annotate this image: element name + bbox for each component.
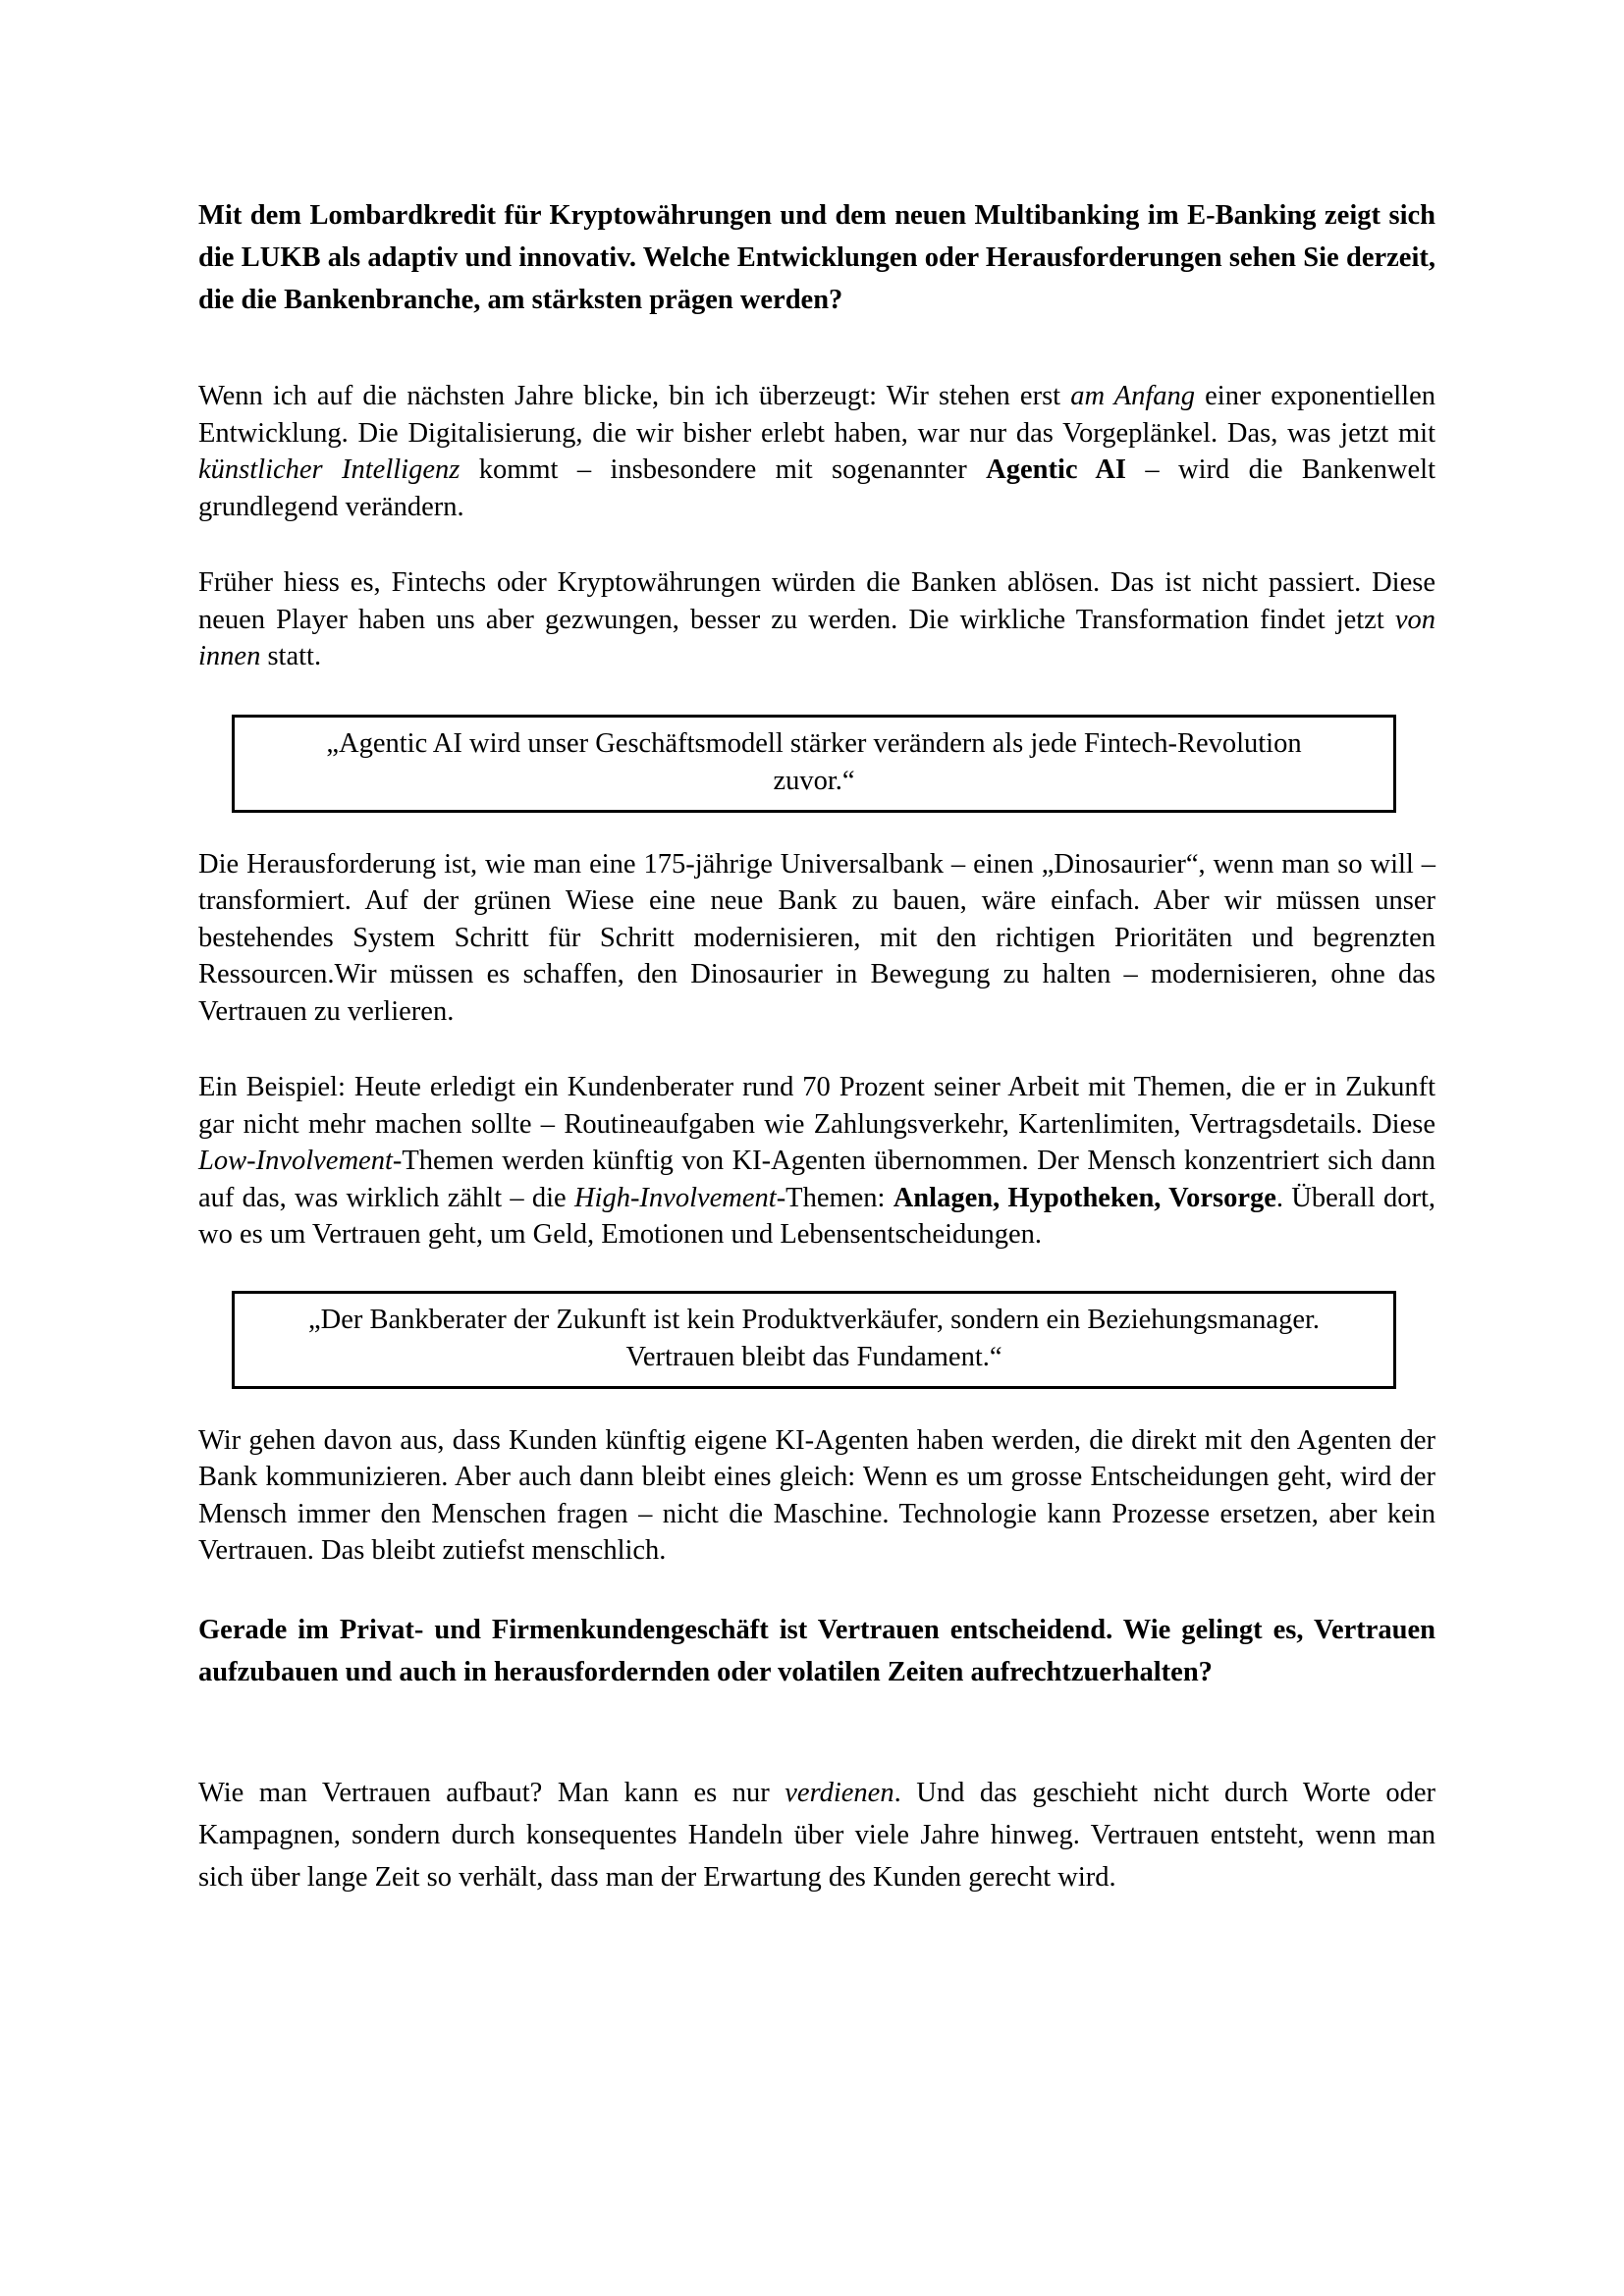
answer-1-paragraph-5: Wir gehen davon aus, dass Kunden künftig eigene KI-Agenten haben werden, die direkt mit den Agenten der Bank kommunizieren. Aber auch dann bleibt eines gleich: Wenn es um grosse Entscheidungen geht, wird der Mensch immer den Menschen fragen – nicht die Maschine. Technologie kann Prozesse ersetzen, aber kein Vertrauen. Das bleibt zutiefst menschlich.: [198, 1424, 1435, 1566]
text-run: . Überall dort, wo es um Vertrauen geht, um Geld, Emotionen und Lebensentscheidungen.: [198, 1182, 1435, 1250]
pull-quote-2: „Der Bankberater der Zukunft ist kein Produktverkäufer, sondern ein Beziehungsmanager. Vertrauen bleibt das Fundament.“: [232, 1291, 1396, 1389]
italic-run: Low-Involvement: [198, 1146, 393, 1176]
answer-1-paragraph-4: [198, 1069, 1435, 1254]
italic-run: künstlicher Intelligenz: [198, 454, 460, 485]
text-run: statt.: [260, 641, 322, 671]
italic-run: am Anfang: [1070, 381, 1195, 411]
answer-2-paragraph-1: [198, 1772, 1435, 1898]
text-run: Früher hiess es, Fintechs oder Kryptowährungen würden die Banken ablösen. Das ist nicht passiert. Diese neuen Player haben uns aber gezwungen, besser zu werden. Die wirkliche Transformation findet jetzt: [198, 567, 1435, 635]
answer-1-paragraph-2: [198, 564, 1435, 675]
text-run: kommt – insbesondere mit sogenannter: [460, 454, 987, 485]
text-run: -Themen werden künftig von KI-Agenten übernommen. Der Mensch konzentriert sich dann auf das, was wirklich zählt – die: [198, 1146, 1435, 1213]
answer-1-paragraph-3: Die Herausforderung ist, wie man eine 175-jährige Universalbank – einen „Dinosaurier“, wenn man so will – transformiert. Auf der grünen Wiese eine neue Bank zu bauen, wäre einfach. Aber wir müssen unser bestehendes System Schritt für Schritt modernisieren, mit den richtigen Prioritäten und begrenzten Ressourcen.Wir müssen es schaffen, den Dinosaurier in Bewegung zu halten – modernisieren, ohne das Vertrauen zu verlieren.: [198, 848, 1435, 1027]
italic-run: von innen: [198, 604, 1435, 671]
italic-run: High-Involvement: [573, 1182, 777, 1213]
pull-quote-1: „Agentic AI wird unser Geschäftsmodell stärker verändern als jede Fintech-Revolution zuvor.“: [232, 715, 1396, 813]
text-run: Wie man Vertrauen aufbaut? Man kann es nur: [198, 1777, 785, 1808]
bold-run: Anlagen, Hypotheken, Vorsorge: [893, 1182, 1276, 1213]
italic-run: verdienen: [785, 1777, 894, 1808]
text-run: einer exponentiellen Entwicklung. Die Digitalisierung, die wir bisher erlebt haben, war nur das Vorgeplänkel. Das, was jetzt mit: [198, 381, 1435, 449]
bold-run: Agentic AI: [986, 454, 1127, 485]
text-run: Ein Beispiel: Heute erledigt ein Kundenberater rund 70 Prozent seiner Arbeit mit Themen, die er in Zukunft gar nicht mehr machen sollte – Routineaufgaben wie Zahlungsverkehr, Kartenlimiten, Vertragsdetails. Diese: [198, 1072, 1435, 1140]
answer-1-paragraph-1: [198, 378, 1435, 525]
document-page: [198, 194, 1435, 1898]
text-run: Wenn ich auf die nächsten Jahre blicke, bin ich überzeugt: Wir stehen erst: [198, 381, 1071, 411]
text-run: -Themen:: [776, 1182, 893, 1213]
interview-question-2: Gerade im Privat- und Firmenkundengeschäft ist Vertrauen entscheidend. Wie gelingt es, Vertrauen aufzubauen und auch in herausfordernden oder volatilen Zeiten aufrechtzuerhalten?: [198, 1614, 1435, 1687]
interview-question-1: Mit dem Lombardkredit für Kryptowährungen und dem neuen Multibanking im E-Banking zeigt sich die LUKB als adaptiv und innovativ. Welche Entwicklungen oder Herausforderungen sehen Sie derzeit, die die Bankenbranche, am stärksten prägen werden?: [198, 200, 1435, 315]
text-run: . Und das geschieht nicht durch Worte oder Kampagnen, sondern durch konsequentes Handeln über viele Jahre hinweg. Vertrauen entsteht, wenn man sich über lange Zeit so verhält, dass man der Erwartung des Kunden gerecht wird.: [198, 1777, 1435, 1893]
text-run: – wird die Bankenwelt grundlegend verändern.: [198, 454, 1435, 522]
